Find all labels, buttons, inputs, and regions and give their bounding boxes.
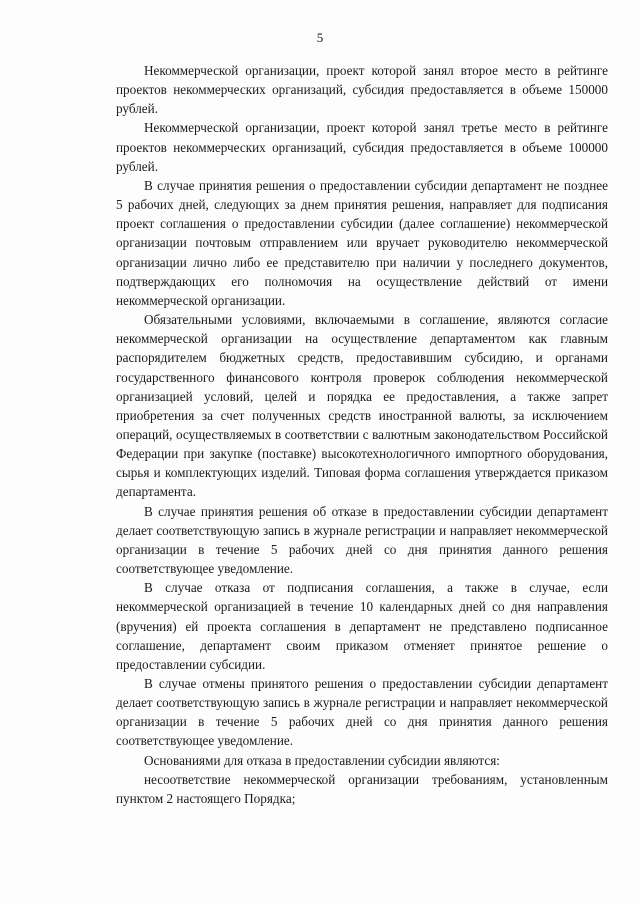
paragraph-refusal-decision: В случае принятия решения об отказе в предоставлении субсидии департамент делает соответствующую запись в журнале регистрации и направляет некоммерческой организации в течение 5 рабочих дней со дня принятия данного решения соответствующее уведомление.: [116, 503, 608, 577]
page-number: 5: [316, 30, 324, 45]
list-item-refusal-ground: несоответствие некоммерческой организации требованиям, установленным пунктом 2 настоящего Порядка;: [116, 771, 608, 806]
paragraph-decision-cancellation: В случае отмены принятого решения о предоставлении субсидии департамент делает соответствующую запись в журнале регистрации и направляет некоммерческой организации в течение 5 рабочих дней со дня принятия данного решения соответствующее уведомление.: [116, 676, 608, 749]
paragraph-grant-decision: В случае принятия решения о предоставлении субсидии департамент не позднее 5 рабочих дней, следующих за днем принятия решения, направляет для подписания проект соглашения о предоставлении субсидии (далее соглашение) некоммерческой организации почтовым отправлением или вручает руководителю некоммерческой организации лично либо ее представителю при наличии у последнего документов, подтверждающих его полномочия на осуществление действий от имени некоммерческой организации.: [116, 177, 608, 308]
paragraph-mandatory-conditions: Обязательными условиями, включаемыми в соглашение, являются согласие некоммерческой организации на осуществление департаментом как главным распорядителем бюджетных средств, предоставившим субсидию, и органами государственного финансового контроля проверок соблюдения некоммерческой организацией условий, целей и порядка ее предоставления, а также запрет приобретения за счет полученных средств иностранной валюты, за исключением операций, осуществляемых в соответствии с валютным законодательством Российской Федерации при закупке (поставке) высокотехнологичного импортного оборудования, сырья и комплектующих изделий. Типовая форма соглашения утверждается приказом департамента.: [116, 312, 608, 500]
paragraph-refusal-to-sign: В случае отказа от подписания соглашения, а также в случае, если некоммерческой организацией в течение 10 календарных дней со дня направления (вручения) ей проекта соглашения в департамент не представлено подписанное соглашение, департамент своим приказом отменяет принятое решение о предоставлении субсидии.: [116, 580, 608, 672]
paragraph-third-place: Некоммерческой организации, проект которой занял третье место в рейтинге проектов некоммерческих организаций, субсидия предоставляется в объеме 100000 рублей.: [116, 120, 608, 174]
paragraph-refusal-grounds-intro: Основаниями для отказа в предоставлении субсидии являются:: [144, 752, 500, 768]
paragraph-second-place: Некоммерческой организации, проект которой занял второе место в рейтинге проектов некоммерческих организаций, субсидия предоставляется в объеме 150000 рублей.: [116, 63, 608, 117]
document-body: [116, 61, 608, 808]
